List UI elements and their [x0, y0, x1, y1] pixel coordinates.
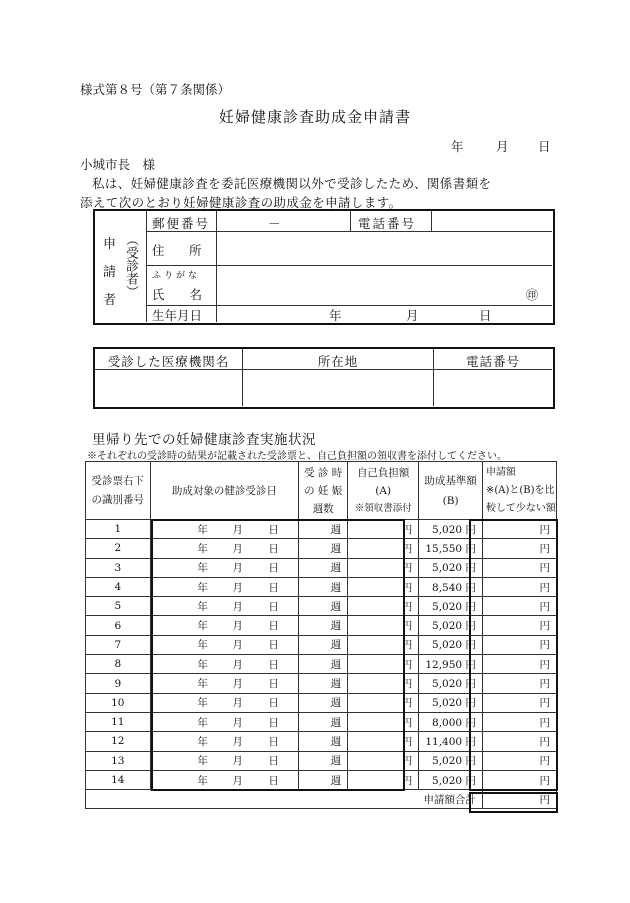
request-amount-field[interactable]: 円: [482, 577, 556, 596]
status-note: ※それぞれの受診時の結果が記載された受診票と、自己負担額の領収書を添付してください。: [87, 451, 507, 462]
weeks-header-line2: の 妊 娠: [304, 484, 343, 497]
self-pay-header-line2: (A): [375, 484, 392, 497]
exam-date-blank[interactable]: [150, 520, 197, 539]
exam-month-unit[interactable]: 月: [232, 577, 268, 596]
weeks-field[interactable]: 週: [299, 577, 348, 596]
request-amount-field[interactable]: 円: [482, 770, 556, 789]
exam-year-unit[interactable]: 年: [197, 693, 232, 712]
standard-amount: 5,020 円: [419, 770, 483, 789]
row-id-number: 3: [86, 558, 151, 577]
exam-year-unit[interactable]: 年: [197, 539, 232, 558]
weeks-field[interactable]: 週: [299, 520, 348, 539]
postal-field-2[interactable]: [286, 211, 349, 231]
weeks-field[interactable]: 週: [299, 674, 348, 693]
address-label: 住 所: [152, 243, 208, 258]
institution-name-header: 受診した医療機関名: [107, 354, 230, 369]
exam-year-unit[interactable]: 年: [197, 616, 232, 635]
self-pay-field[interactable]: 円: [348, 577, 419, 596]
request-amount-field[interactable]: 円: [482, 616, 556, 635]
date-year-label: 年: [451, 139, 464, 154]
exam-month-unit[interactable]: 月: [232, 732, 268, 751]
request-amount-field[interactable]: 円: [482, 732, 556, 751]
request-amount-field[interactable]: 円: [482, 712, 556, 731]
postal-dash: －: [268, 216, 281, 231]
exam-day-unit[interactable]: 日: [268, 539, 298, 558]
row-id-number: 9: [86, 674, 151, 693]
table-row: [86, 539, 557, 558]
form-title: 妊婦健康診査助成金申請書: [218, 108, 411, 126]
id-number-header-line2: の識別番号: [91, 493, 145, 506]
self-pay-field[interactable]: 円: [348, 558, 419, 577]
standard-amount: 8,540 円: [419, 577, 483, 596]
request-amount-header: [482, 462, 556, 520]
institution-section: [93, 347, 555, 409]
exam-day-unit[interactable]: 日: [268, 616, 298, 635]
self-pay-header-line3: ※領収書添付: [354, 502, 412, 514]
exam-day-unit[interactable]: 日: [268, 770, 298, 789]
self-pay-field[interactable]: 円: [348, 520, 419, 539]
exam-day-unit[interactable]: 日: [268, 635, 298, 654]
exam-month-unit[interactable]: 月: [232, 655, 268, 674]
self-pay-field[interactable]: 円: [348, 674, 419, 693]
exam-month-unit[interactable]: 月: [232, 616, 268, 635]
exam-month-unit[interactable]: 月: [232, 693, 268, 712]
exam-year-unit[interactable]: 年: [197, 558, 232, 577]
request-header-line3: 較して少ない額: [485, 502, 556, 514]
row-id-number: 2: [86, 539, 151, 558]
exam-year-unit[interactable]: 年: [197, 635, 232, 654]
exam-date-blank[interactable]: [150, 712, 197, 731]
table-row: [86, 693, 557, 712]
request-amount-field[interactable]: 円: [482, 635, 556, 654]
exam-day-unit[interactable]: 日: [268, 558, 298, 577]
self-pay-field[interactable]: 円: [348, 693, 419, 712]
exam-year-unit[interactable]: 年: [197, 770, 232, 789]
exam-date-blank[interactable]: [150, 655, 197, 674]
standard-header-line1: 助成基準額: [424, 474, 477, 487]
exam-date-header: 助成対象の健診受診日: [150, 462, 299, 520]
exam-month-unit[interactable]: 月: [232, 751, 268, 770]
self-pay-field[interactable]: 円: [348, 597, 419, 616]
exam-date-blank[interactable]: [150, 577, 197, 596]
exam-year-unit[interactable]: 年: [197, 732, 232, 751]
exam-year-unit[interactable]: 年: [197, 751, 232, 770]
exam-year-unit[interactable]: 年: [197, 712, 232, 731]
standard-amount: 5,020 円: [419, 597, 483, 616]
id-number-header: [86, 462, 151, 520]
row-id-number: 13: [86, 751, 151, 770]
exam-month-unit[interactable]: 月: [232, 597, 268, 616]
weeks-header: [299, 462, 348, 520]
standard-amount: 5,020 円: [419, 520, 483, 539]
applicant-section: [93, 209, 555, 325]
date-month-label: 月: [496, 139, 509, 154]
self-pay-field[interactable]: 円: [348, 732, 419, 751]
birth-year-label: 年: [329, 308, 342, 323]
standard-amount: 12,950 円: [419, 655, 483, 674]
exam-day-unit[interactable]: 日: [268, 674, 298, 693]
birthdate-row: [146, 305, 552, 322]
exam-year-unit[interactable]: 年: [197, 655, 232, 674]
table-row: [86, 751, 557, 770]
exam-year-unit[interactable]: 年: [197, 674, 232, 693]
exam-date-blank[interactable]: [150, 674, 197, 693]
total-amount-field[interactable]: 円: [482, 790, 556, 809]
weeks-header-line1: 受 診 時: [304, 466, 343, 479]
phone-label: 電話番号: [358, 216, 417, 231]
exam-date-blank[interactable]: [150, 558, 197, 577]
table-row: [86, 558, 557, 577]
weeks-field[interactable]: 週: [299, 712, 348, 731]
exam-date-blank[interactable]: [150, 616, 197, 635]
table-row: [86, 732, 557, 751]
exam-year-unit[interactable]: 年: [197, 520, 232, 539]
request-amount-field[interactable]: 円: [482, 655, 556, 674]
exam-date-blank[interactable]: [150, 732, 197, 751]
exam-day-unit[interactable]: 日: [268, 693, 298, 712]
self-pay-field[interactable]: 円: [348, 712, 419, 731]
weeks-field[interactable]: 週: [299, 597, 348, 616]
request-header-line2: ※(A)と(B)を比: [485, 484, 555, 496]
address-field[interactable]: [217, 231, 551, 265]
exam-date-blank[interactable]: [150, 635, 197, 654]
status-heading: 里帰り先での妊婦健康診査実施状況: [92, 432, 316, 448]
table-row: [86, 770, 557, 789]
birth-day-label: 日: [479, 308, 492, 323]
self-pay-header: [348, 462, 419, 520]
weeks-field[interactable]: 週: [299, 732, 348, 751]
postal-field-1[interactable]: [217, 211, 277, 231]
intro-line-1: 私は、妊婦健康診査を委託医療機関以外で受診したため、関係書類を: [92, 176, 492, 191]
table-row: [86, 655, 557, 674]
exam-day-unit[interactable]: 日: [268, 520, 298, 539]
postal-row: [146, 211, 552, 232]
row-id-number: 7: [86, 635, 151, 654]
standard-amount: 5,020 円: [419, 616, 483, 635]
self-pay-field[interactable]: 円: [348, 655, 419, 674]
weeks-header-line3: 週数: [312, 502, 334, 515]
form-number: 様式第８号（第７条関係）: [80, 82, 231, 97]
total-label: 申請額合計: [86, 790, 483, 809]
date-day-label: 日: [538, 139, 551, 154]
exam-date-blank[interactable]: [150, 770, 197, 789]
birth-month-label: 月: [406, 308, 419, 323]
weeks-field[interactable]: 週: [299, 539, 348, 558]
table-row: [86, 674, 557, 693]
address-row: [146, 231, 552, 266]
standard-amount: 5,020 円: [419, 751, 483, 770]
standard-amount: 11,400 円: [419, 732, 483, 751]
exam-date-blank[interactable]: [150, 751, 197, 770]
exam-date-blank[interactable]: [150, 539, 197, 558]
total-row: [86, 790, 557, 809]
request-amount-field[interactable]: 円: [482, 558, 556, 577]
standard-amount: 15,550 円: [419, 539, 483, 558]
exam-day-unit[interactable]: 日: [268, 597, 298, 616]
addressee: 小城市長 様: [80, 157, 156, 172]
exam-day-unit[interactable]: 日: [268, 751, 298, 770]
weeks-field[interactable]: 週: [299, 655, 348, 674]
phone-field[interactable]: [432, 211, 550, 231]
exam-date-blank[interactable]: [150, 597, 197, 616]
request-amount-field[interactable]: 円: [482, 520, 556, 539]
standard-amount: 5,020 円: [419, 558, 483, 577]
row-id-number: 8: [86, 655, 151, 674]
row-id-number: 10: [86, 693, 151, 712]
standard-header-line2: (B): [442, 494, 459, 507]
exam-year-unit[interactable]: 年: [197, 597, 232, 616]
table-row: [86, 520, 557, 539]
row-id-number: 6: [86, 616, 151, 635]
birthdate-label: 生年月日: [152, 308, 203, 323]
table-row: [86, 577, 557, 596]
institution-phone-field[interactable]: [434, 370, 552, 406]
exam-day-unit[interactable]: 日: [268, 577, 298, 596]
birthdate-field[interactable]: [217, 305, 551, 322]
table-header-row: [86, 462, 557, 520]
applicant-label: 申請者: [103, 237, 117, 308]
weeks-field[interactable]: 週: [299, 558, 348, 577]
row-id-number: 4: [86, 577, 151, 596]
self-pay-field[interactable]: 円: [348, 635, 419, 654]
furigana-label: ふりがな: [152, 271, 201, 281]
exam-year-unit[interactable]: 年: [197, 577, 232, 596]
standard-amount: 5,020 円: [419, 674, 483, 693]
standard-amount: 8,000 円: [419, 712, 483, 731]
self-pay-field[interactable]: 円: [348, 751, 419, 770]
row-id-number: 12: [86, 732, 151, 751]
id-number-header-line1: 受診票右下: [91, 474, 145, 487]
exam-month-unit[interactable]: 月: [232, 712, 268, 731]
self-pay-field[interactable]: 円: [348, 539, 419, 558]
row-id-number: 1: [86, 520, 151, 539]
exam-month-unit[interactable]: 月: [232, 674, 268, 693]
institution-location-field[interactable]: [243, 370, 433, 406]
institution-name-field[interactable]: [95, 370, 242, 406]
table-row: [86, 597, 557, 616]
exam-day-unit[interactable]: 日: [268, 732, 298, 751]
self-pay-header-line1: 自己負担額: [356, 466, 410, 479]
weeks-field[interactable]: 週: [299, 770, 348, 789]
name-label: 氏 名: [152, 287, 203, 302]
weeks-field[interactable]: 週: [299, 635, 348, 654]
postal-label: 郵便番号: [152, 216, 211, 231]
standard-amount-header: [419, 462, 483, 520]
table-row: [86, 635, 557, 654]
table-row: [86, 712, 557, 731]
weeks-field[interactable]: 週: [299, 693, 348, 712]
name-field[interactable]: [217, 265, 517, 305]
row-id-number: 5: [86, 597, 151, 616]
request-amount-field[interactable]: 円: [482, 597, 556, 616]
row-id-number: 11: [86, 712, 151, 731]
examinee-label: （受診者）: [123, 233, 138, 298]
standard-amount: 5,020 円: [419, 635, 483, 654]
request-header-line1: 申請額: [485, 466, 516, 478]
request-amount-field[interactable]: 円: [482, 539, 556, 558]
exam-month-unit[interactable]: 月: [232, 635, 268, 654]
exam-day-unit[interactable]: 日: [268, 712, 298, 731]
exam-month-unit[interactable]: 月: [232, 770, 268, 789]
exam-month-unit[interactable]: 月: [232, 520, 268, 539]
exam-month-unit[interactable]: 月: [232, 539, 268, 558]
self-pay-field[interactable]: 円: [348, 616, 419, 635]
self-pay-field[interactable]: 円: [348, 770, 419, 789]
name-row: [146, 265, 552, 306]
exam-month-unit[interactable]: 月: [232, 558, 268, 577]
request-amount-field[interactable]: 円: [482, 751, 556, 770]
weeks-field[interactable]: 週: [299, 751, 348, 770]
institution-location-header: 所在地: [317, 354, 359, 369]
seal-mark: ㊞: [526, 288, 539, 302]
intro-line-2: 添えて次のとおり妊婦健康診査の助成金を申請します。: [80, 195, 402, 210]
request-amount-field[interactable]: 円: [482, 674, 556, 693]
request-amount-field[interactable]: 円: [482, 693, 556, 712]
table-row: [86, 616, 557, 635]
exam-date-blank[interactable]: [150, 693, 197, 712]
weeks-field[interactable]: 週: [299, 616, 348, 635]
applicant-side-label: [95, 211, 147, 322]
status-table: [85, 461, 557, 809]
institution-phone-header: 電話番号: [465, 354, 520, 369]
exam-day-unit[interactable]: 日: [268, 655, 298, 674]
row-id-number: 14: [86, 770, 151, 789]
standard-amount: 5,020 円: [419, 693, 483, 712]
